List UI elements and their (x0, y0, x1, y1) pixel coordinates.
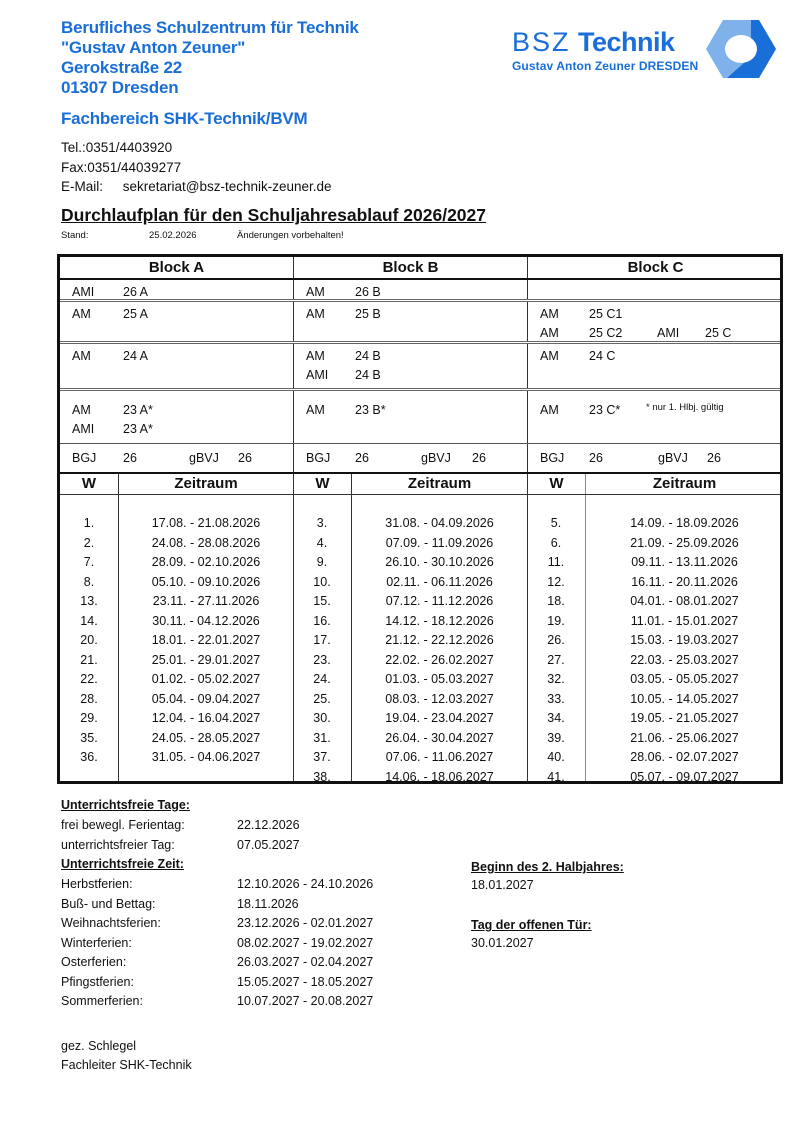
week-period: 07.09. - 11.09.2026 (385, 535, 494, 550)
stand-date: 25.02.2026 (149, 230, 197, 241)
phone: Tel.:0351/4403920 (61, 140, 173, 155)
open-day-heading: Tag der offenen Tür: (471, 918, 592, 932)
holiday-date: 26.03.2027 - 02.04.2027 (237, 955, 374, 969)
week-number: 36. (80, 750, 98, 764)
week-number: 5. (550, 516, 562, 530)
school-address (61, 18, 359, 98)
period-header: Zeitraum (407, 475, 472, 492)
week-period: 05.07. - 09.07.2027 (630, 769, 739, 784)
school-name: Berufliches Schulzentrum für Technik (61, 18, 359, 37)
class-code: 26 (707, 451, 721, 465)
week-number: 32. (547, 672, 565, 686)
week-period: 21.06. - 25.06.2027 (630, 730, 739, 745)
week-period: 12.04. - 16.04.2027 (151, 711, 261, 725)
week-number: 19. (547, 613, 565, 628)
week-number: 16. (313, 613, 331, 628)
week-number: 13. (80, 594, 98, 608)
email-row (61, 177, 332, 197)
week-number: 11. (547, 555, 565, 569)
signature-name: gez. Schlegel (61, 1039, 137, 1053)
row-divider (60, 388, 780, 391)
week-number: 20. (80, 633, 98, 647)
week-period: 22.02. - 26.02.2027 (385, 652, 494, 667)
footnote: * nur 1. Hlbj. gültig (646, 402, 724, 413)
class-code: 24 A (123, 349, 149, 363)
logo-technik: Technik (578, 27, 675, 57)
holiday-label: Buß- und Bettag: (61, 896, 156, 911)
week-period: 19.05. - 21.05.2027 (630, 711, 739, 725)
week-period: 28.06. - 02.07.2027 (630, 750, 739, 764)
program: AM (306, 307, 325, 321)
second-half-date: 18.01.2027 (471, 878, 534, 892)
class-code: 26 (472, 451, 486, 465)
week-number: 27. (547, 652, 565, 667)
row-divider (60, 299, 780, 302)
class-code: 26 (355, 451, 369, 465)
week-period: 14.12. - 18.12.2026 (385, 613, 494, 628)
week-number: 8. (83, 574, 95, 589)
week-period: 05.10. - 09.10.2026 (151, 574, 261, 589)
program: AM (540, 403, 559, 417)
week-period: 28.09. - 02.10.2026 (151, 555, 261, 569)
week-period: 02.11. - 06.11.2026 (386, 574, 493, 589)
week-period: 04.01. - 08.01.2027 (630, 594, 739, 608)
week-number: 34. (547, 711, 565, 725)
week-period: 14.06. - 18.06.2027 (385, 769, 494, 784)
week-number: 3. (316, 516, 328, 530)
document-title: Durchlaufplan für den Schuljahresablauf 2026/2027 (61, 205, 486, 225)
week-period: 08.03. - 12.03.2027 (385, 691, 494, 706)
week-number: 18. (547, 594, 565, 608)
class-code: 23 C* (589, 403, 621, 417)
week-period: 03.05. - 05.05.2027 (630, 672, 739, 686)
class-code: 25 C2 (589, 326, 623, 340)
class-code: 24 C (589, 349, 616, 363)
week-number: 22. (80, 672, 98, 686)
week-number: 12. (547, 574, 565, 589)
week-period: 10.05. - 14.05.2027 (630, 691, 739, 706)
program: BGJ (72, 451, 97, 465)
holiday-label: Winterferien: (61, 935, 132, 950)
week-period: 22.03. - 25.03.2027 (630, 652, 739, 667)
week-number: 25. (313, 691, 331, 706)
holiday-label: Osterferien: (61, 955, 127, 969)
week-number: 26. (547, 633, 565, 647)
week-number: 6. (550, 535, 562, 550)
logo-bsz: BSZ (512, 27, 571, 57)
week-number: 17. (313, 633, 331, 647)
program: AM (540, 307, 559, 321)
week-period: 07.12. - 11.12.2026 (385, 594, 494, 608)
holiday-date: 23.12.2026 - 02.01.2027 (237, 916, 374, 930)
open-day-date: 30.01.2027 (471, 936, 534, 950)
week-period: 25.01. - 29.01.2027 (151, 652, 261, 667)
week-number: 21. (80, 652, 98, 667)
week-number: 7. (83, 555, 95, 569)
free-days-heading: Unterrichtsfreie Tage: (61, 798, 190, 812)
contact-info (61, 138, 332, 197)
week-number: 9. (316, 555, 328, 569)
week-number: 31. (313, 730, 331, 745)
week-number: 1. (83, 516, 95, 530)
week-number: 33. (547, 691, 565, 706)
program: AMI (306, 368, 329, 382)
school-namesake: "Gustav Anton Zeuner" (61, 38, 246, 57)
week-number: 29. (80, 711, 98, 725)
hex-nut-icon (705, 18, 777, 80)
class-code: 26 (238, 451, 252, 465)
class-code: 24 B (355, 368, 381, 382)
class-code: 25 B (355, 307, 381, 321)
class-code: 23 A* (123, 403, 153, 417)
block-b-header: Block B (382, 259, 439, 276)
disclaimer: Änderungen vorbehalten! (237, 230, 344, 241)
logo-subtitle: Gustav Anton Zeuner DRESDEN (512, 59, 699, 73)
week-number: 10. (313, 574, 331, 589)
week-header: W (315, 475, 330, 492)
week-number: 15. (313, 594, 331, 608)
week-period: 24.05. - 28.05.2027 (151, 730, 261, 745)
program: AM (306, 349, 325, 363)
week-number: 4. (316, 535, 328, 550)
class-code: 25 C (705, 326, 732, 340)
holiday-date: 18.11.2026 (237, 896, 299, 911)
week-number: 39. (547, 730, 565, 745)
week-period: 21.09. - 25.09.2026 (630, 535, 739, 550)
holiday-date: 10.07.2027 - 20.08.2027 (237, 994, 374, 1008)
week-period: 31.08. - 04.09.2026 (385, 516, 494, 530)
week-period: 23.11. - 27.11.2026 (152, 594, 260, 608)
week-period: 01.03. - 05.03.2027 (385, 672, 494, 686)
week-period: 16.11. - 20.11.2026 (631, 574, 738, 589)
period-header: Zeitraum (174, 475, 238, 492)
holiday-label: frei bewegl. Ferientag: (61, 818, 185, 832)
week-number: 30. (313, 711, 331, 725)
week-number: 14. (80, 613, 98, 628)
school-street: Gerokstraße 22 (61, 58, 182, 77)
block-c-header: Block C (627, 259, 684, 276)
program: AM (72, 307, 91, 321)
week-period: 01.02. - 05.02.2027 (151, 672, 261, 686)
program: AM (540, 349, 559, 363)
row-divider (60, 443, 780, 444)
week-header: W (81, 475, 97, 492)
week-number: 2. (83, 535, 95, 550)
program: gBVJ (189, 451, 219, 465)
week-number: 23. (313, 652, 331, 667)
class-code: 26 (123, 451, 137, 465)
program: AMI (72, 422, 95, 436)
class-code: 25 C1 (589, 307, 623, 321)
school-city: 01307 Dresden (61, 78, 179, 97)
holiday-label: Sommerferien: (61, 994, 143, 1008)
schedule-table (57, 254, 783, 784)
week-header: W (549, 475, 564, 492)
week-period: 18.01. - 22.01.2027 (151, 633, 261, 647)
holiday-label: Pfingstferien: (61, 974, 134, 989)
holiday-date: 08.02.2027 - 19.02.2027 (237, 935, 374, 950)
holiday-label: unterrichtsfreier Tag: (61, 837, 175, 852)
week-period: 07.06. - 11.06.2027 (385, 750, 494, 764)
class-code: 25 A (123, 307, 149, 321)
signature-title: Fachleiter SHK-Technik (61, 1058, 192, 1072)
class-code: 23 A* (123, 422, 153, 436)
week-number: 38. (313, 769, 331, 784)
week-period: 31.05. - 04.06.2027 (151, 750, 261, 764)
class-code: 26 A (123, 285, 149, 299)
email-label: E-Mail: (61, 179, 104, 194)
block-a-header: Block A (148, 259, 205, 276)
week-period: 24.08. - 28.08.2026 (151, 535, 261, 550)
period-header: Zeitraum (652, 475, 717, 492)
week-period: 17.08. - 21.08.2026 (151, 516, 261, 530)
program: BGJ (540, 451, 565, 465)
week-period: 05.04. - 09.04.2027 (151, 691, 261, 706)
second-half-heading: Beginn des 2. Halbjahres: (471, 860, 624, 874)
fax: Fax:0351/44039277 (61, 159, 182, 175)
program: AM (540, 326, 559, 340)
class-code: 26 B (355, 285, 381, 299)
free-time-heading: Unterrichtsfreie Zeit: (61, 857, 184, 871)
week-period: 19.04. - 23.04.2027 (385, 711, 494, 725)
week-period: 21.12. - 22.12.2026 (385, 633, 494, 647)
week-number: 28. (80, 691, 98, 706)
email-address[interactable]: sekretariat@bsz-technik-zeuner.de (122, 179, 332, 194)
week-period: 14.09. - 18.09.2026 (630, 516, 739, 530)
week-number: 35. (80, 730, 98, 745)
week-number: 41. (547, 769, 565, 784)
bsz-technik-logo (510, 18, 790, 78)
holiday-date: 22.12.2026 (237, 818, 300, 832)
week-period: 09.11. - 13.11.2026 (631, 555, 738, 569)
program: AMI (72, 285, 95, 299)
row-divider (60, 341, 780, 344)
holiday-date: 12.10.2026 - 24.10.2026 (237, 877, 374, 891)
program: BGJ (306, 451, 331, 465)
week-number: 24. (313, 672, 331, 686)
program: AMI (657, 326, 680, 340)
class-code: 26 (589, 451, 603, 465)
program: AM (72, 403, 91, 417)
program: AM (306, 403, 325, 417)
department: Fachbereich SHK-Technik/BVM (61, 109, 308, 128)
holiday-date: 15.05.2027 - 18.05.2027 (237, 974, 374, 989)
week-period: 26.04. - 30.04.2027 (385, 730, 494, 745)
class-code: 24 B (355, 349, 381, 363)
week-number: 40. (547, 750, 565, 764)
week-period: 30.11. - 04.12.2026 (152, 613, 260, 628)
holiday-label: Herbstferien: (61, 877, 133, 891)
logo-title (512, 28, 675, 56)
program: gBVJ (421, 451, 451, 465)
week-period: 26.10. - 30.10.2026 (385, 555, 494, 569)
program: AM (72, 349, 91, 363)
stand-label: Stand: (61, 230, 89, 241)
program: gBVJ (658, 451, 688, 465)
class-code: 23 B* (355, 403, 386, 417)
week-period: 11.01. - 15.01.2027 (630, 613, 739, 628)
week-period: 15.03. - 19.03.2027 (630, 633, 739, 647)
week-number: 37. (313, 750, 331, 764)
holiday-label: Weihnachtsferien: (61, 916, 161, 930)
holiday-date: 07.05.2027 (237, 837, 300, 852)
program: AM (306, 285, 325, 299)
